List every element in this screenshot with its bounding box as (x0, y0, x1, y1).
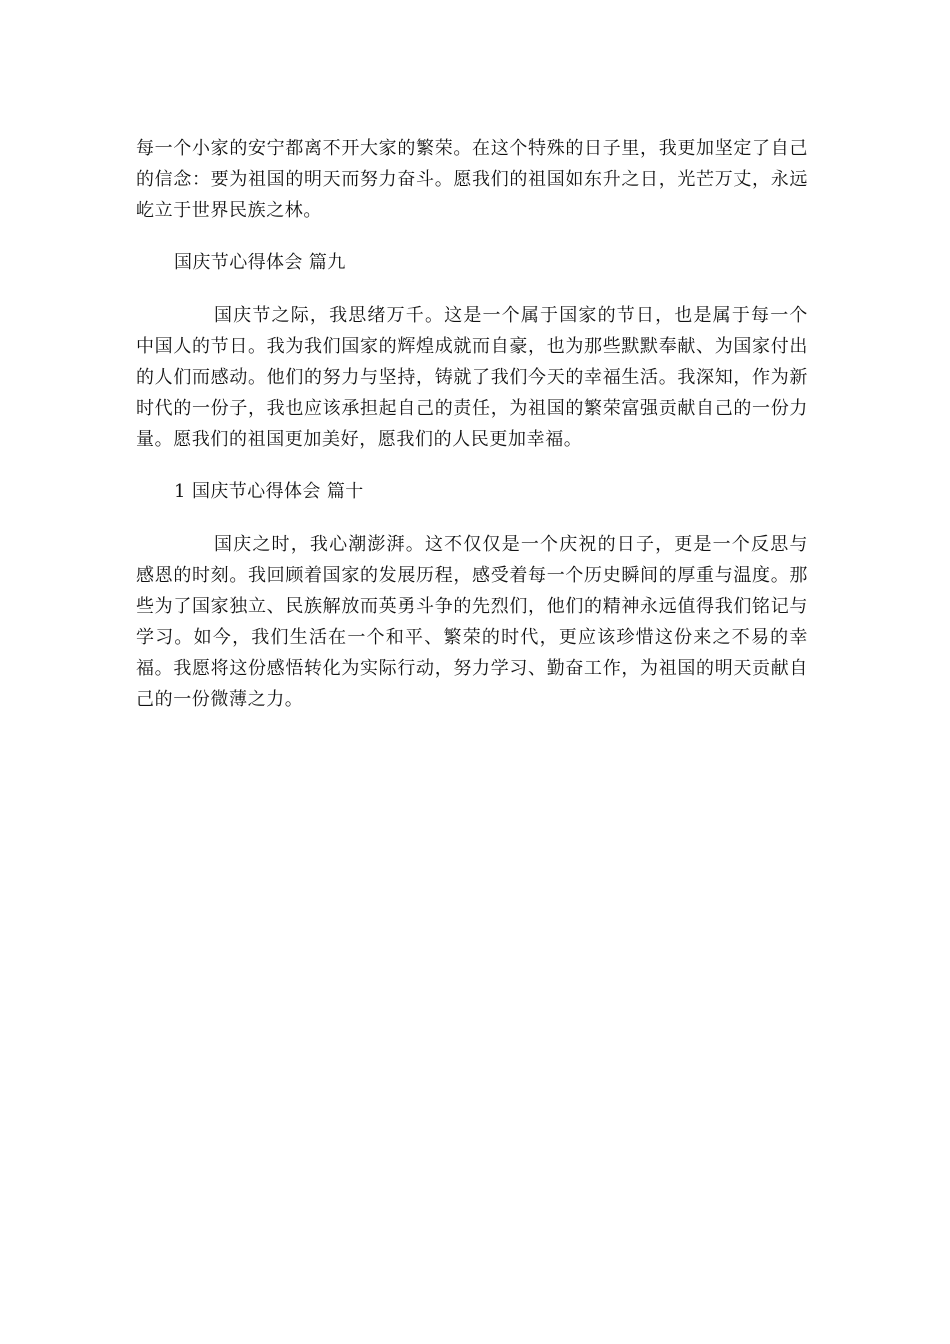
section-heading-ten: 1 国庆节心得体会 篇十 (174, 481, 364, 502)
paragraph-section-ten: 国庆之时，我心潮澎湃。这不仅仅是一个庆祝的日子，更是一个反思与感恩的时刻。我回顾着国家的发展历程，感受着每一个历史瞬间的厚重与温度。那些为了国家独立、民族解放而英勇斗争的先烈们，他们的精神永远值得我们铭记与学习。如今，我们生活在一个和平、繁荣的时代，更应该珍惜这份来之不易的幸福。我愿将这份感悟转化为实际行动，努力学习、勤奋工作，为祖国的明天贡献自己的一份微薄之力。 (136, 534, 808, 710)
paragraph-continued: 每一个小家的安宁都离不开大家的繁荣。在这个特殊的日子里，我更加坚定了自己的信念：要为祖国的明天而努力奋斗。愿我们的祖国如东升之日，光芒万丈，永远屹立于世界民族之林。 (136, 138, 808, 221)
section-heading-nine: 国庆节心得体会 篇九 (174, 252, 346, 273)
paragraph-section-nine: 国庆节之际，我思绪万千。这是一个属于国家的节日，也是属于每一个中国人的节日。我为我们国家的辉煌成就而自豪，也为那些默默奉献、为国家付出的人们而感动。他们的努力与坚持，铸就了我们今天的幸福生活。我深知，作为新时代的一份子，我也应该承担起自己的责任，为祖国的繁荣富强贡献自己的一份力量。愿我们的祖国更加美好，愿我们的人民更加幸福。 (136, 305, 808, 450)
document-body (136, 133, 808, 715)
